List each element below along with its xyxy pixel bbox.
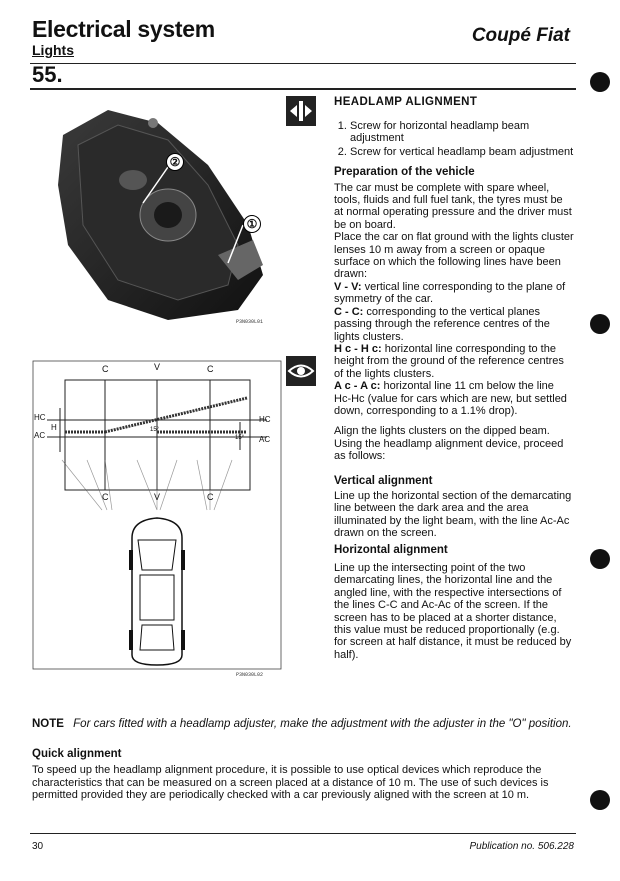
diagram-code: P3N030L02 [236, 672, 264, 678]
page-number: 30 [32, 841, 44, 852]
document-title: Electrical system [32, 16, 215, 42]
headlamp-photo [48, 105, 283, 330]
right-column [334, 120, 574, 661]
note-text: For cars fitted with a headlamp adjuster, make the adjustment with the adjuster in the "O" position. [73, 718, 572, 730]
callout-1 [243, 215, 261, 233]
def-vv [334, 281, 574, 306]
step-item: 2. Screw for vertical headlamp beam adjustment [350, 146, 574, 158]
def-term: V - V: [334, 280, 362, 293]
note-block [32, 718, 577, 731]
label-angle-1: 15° [150, 427, 160, 433]
steps-list [334, 120, 574, 158]
prep-paragraph-2: Place the car on flat ground with the lights cluster lenses 10 m away from a screen or opaque surface on which the following lines have been drawn: [334, 231, 574, 281]
label-c-right-bottom: C [207, 492, 214, 502]
align-paragraph: Align the lights clusters on the dipped beam. Using the headlamp alignment device, proceed as follows: [334, 425, 564, 463]
def-text: vertical line corresponding to the plane of symmetry of the car. [334, 280, 566, 306]
document-subtitle: Lights [32, 42, 74, 58]
vertical-paragraph: Line up the horizontal section of the demarcating line between the dark area and the area illuminated by the light beam, with the line Ac-Ac drawn on the screen. [334, 489, 572, 540]
label-v-center: V [154, 362, 161, 372]
label-ac-right: AC [259, 435, 271, 444]
callout-2-label: ② [169, 155, 181, 169]
step-item: 1. Screw for horizontal headlamp beam adjustment [350, 120, 574, 145]
section-rule [30, 88, 576, 90]
def-text: horizontal line corresponding to the height from the ground of the reference centres of the lights clusters. [334, 342, 564, 380]
section-number: 55. [32, 62, 63, 87]
photo-code: P3N030L01 [236, 319, 264, 325]
horizontal-heading: Horizontal alignment [334, 543, 448, 556]
punch-hole [590, 314, 610, 334]
def-term: C - C: [334, 305, 364, 318]
alignment-screen-diagram [32, 360, 282, 670]
section-title: HEADLAMP ALIGNMENT [334, 96, 478, 108]
label-angle-2: 15° [235, 435, 245, 441]
punch-hole [590, 72, 610, 92]
def-term: H c - H c: [334, 342, 382, 355]
label-c-left: C [102, 364, 109, 374]
label-c-left-bottom: C [102, 492, 109, 502]
prep-paragraph-1: The car must be complete with spare wheel, tools, fluids and full fuel tank, the tyres must be at normal operating pressure and the driver must be on board. [334, 181, 572, 231]
footer-rule [30, 833, 576, 834]
def-cc [334, 306, 574, 343]
label-ac-left: AC [34, 431, 46, 440]
callout-2 [166, 153, 184, 171]
header-rule [30, 63, 576, 64]
def-term: A c - A c: [334, 380, 381, 393]
label-v-bottom: V [154, 492, 161, 502]
label-hc-right: HC [259, 415, 271, 424]
vertical-heading: Vertical alignment [334, 474, 433, 487]
headlamp-adjust-icon [286, 96, 316, 126]
quick-heading: Quick alignment [32, 748, 122, 760]
label-hc-left: HC [34, 413, 46, 422]
punch-hole [590, 549, 610, 569]
note-label: NOTE [32, 718, 64, 730]
def-hc [334, 343, 574, 380]
publication-number: Publication no. 506.228 [469, 841, 574, 852]
callout-1-label: ① [246, 217, 258, 231]
def-text: corresponding to the vertical planes passing through the reference centres of the lights clusters. [334, 305, 550, 343]
def-ac [334, 380, 574, 417]
prep-heading: Preparation of the vehicle [334, 166, 475, 179]
eye-icon [286, 356, 316, 386]
quick-paragraph: To speed up the headlamp alignment procedure, it is possible to use optical devices which reproduce the characteristics that can be measured on a screen placed at a distance of 10 m. The use of such devices is permitted provided they are periodically checked with a car previously aligned with the screen at 10 m. [32, 764, 549, 801]
alignment-diagram-drawing [32, 360, 282, 670]
car-model-title: Coupé Fiat [471, 25, 570, 46]
def-text: horizontal line 11 cm below the line Hc-Hc (value for cars which are new, but settled down, corresponding to a 1.1% drop). [334, 380, 567, 417]
horizontal-paragraph: Line up the intersecting point of the two demarcating lines, the horizontal line and the angled line, with the respective intersections of the lines C-C and Ac-Ac of the screen. If the screen has to be placed at a shorter distance, this value must be reduced proportionally (e.g. for screen at half distance, it must be reduced by half). [334, 562, 572, 661]
label-c-right: C [207, 364, 214, 374]
punch-hole [590, 790, 610, 810]
label-h: H [51, 423, 57, 432]
